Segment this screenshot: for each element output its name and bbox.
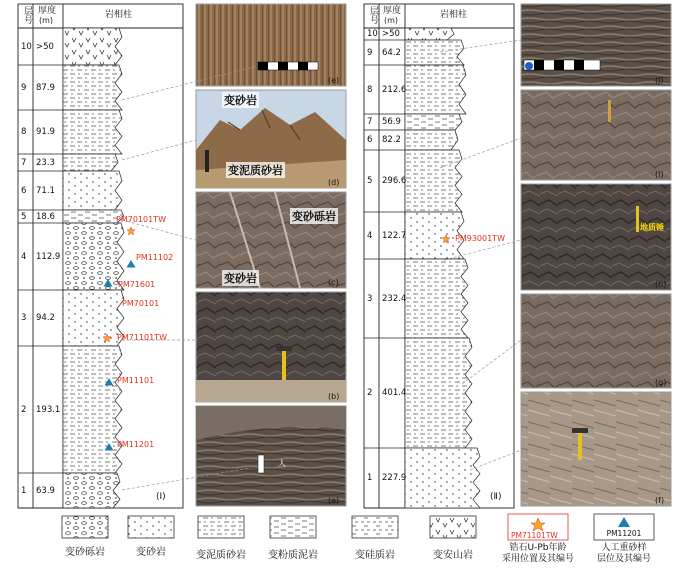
photo-label: (h) [655, 280, 667, 289]
section-2-label: (Ⅱ) [490, 492, 502, 502]
lithology-layer [63, 28, 122, 65]
legend-patterns [62, 514, 654, 540]
legend-item: 变安山岩 [433, 550, 473, 561]
layer-thickness: 122.7 [382, 230, 407, 241]
photo-a [196, 406, 346, 506]
section-2-column [364, 4, 514, 508]
layer-number: 6 [367, 135, 373, 145]
sample-label: PM71601 [118, 280, 156, 289]
lithology-layer [63, 290, 124, 346]
layer-thickness: 193.1 [36, 404, 61, 415]
photo-c [196, 192, 346, 288]
layer-thickness: >50 [36, 41, 54, 52]
lithology-layer [405, 338, 472, 448]
legend-item: 变砂岩 [136, 547, 166, 558]
column-header-1: 岩相柱 [105, 10, 133, 20]
lithology-layer [63, 210, 124, 223]
layer-header-2: 层号 [368, 6, 378, 24]
layer-number: 9 [367, 47, 373, 58]
layer-number: 3 [21, 313, 27, 323]
sample-label: PM11101 [117, 376, 155, 385]
layer-number: 2 [367, 388, 373, 398]
photo-label: (f) [655, 496, 665, 505]
photo-h [521, 184, 671, 290]
layer-thickness: 94.2 [36, 313, 55, 323]
layer-number: 6 [21, 185, 27, 196]
layer-number: 10 [367, 29, 378, 39]
legend-heavy-sample: PM11201 [606, 529, 642, 538]
photo-annotation: 变砂岩 [224, 272, 257, 285]
layer-number: 5 [21, 211, 27, 222]
layer-thickness: 82.2 [382, 135, 401, 145]
photo-label: (j) [655, 76, 664, 85]
layer-number: 4 [367, 230, 373, 241]
legend-zircon-sample: PM71101TW [511, 531, 558, 540]
layer-number: 9 [21, 82, 27, 93]
sample-label: PM11102 [136, 253, 174, 262]
photo-label: (e) [328, 76, 340, 85]
lithology-layer [405, 65, 466, 114]
layer-number: 7 [367, 117, 373, 127]
photo-i [521, 90, 671, 180]
photo-label: (b) [328, 392, 340, 401]
layer-number: 5 [367, 176, 373, 186]
lithology-layer [63, 65, 122, 110]
sample-label: PM70101 [122, 299, 160, 308]
layer-thickness: 212.6 [382, 84, 407, 95]
layer-number: 8 [21, 127, 27, 137]
photo-j [521, 4, 671, 86]
sample-label: PM93001TW [455, 234, 505, 243]
lithology-layer [405, 40, 464, 65]
layer-thickness: 401.4 [382, 388, 407, 398]
lithology-layer [63, 154, 118, 171]
lithology-layer [63, 171, 122, 210]
layer-number: 1 [21, 485, 27, 496]
lithology-layer [405, 28, 454, 40]
layer-number: 2 [21, 404, 27, 415]
photo-g [521, 294, 671, 388]
lithology-layer [405, 448, 480, 508]
lithology-layer [405, 130, 458, 150]
photo-label: (i) [655, 170, 664, 179]
legend-item: 变砂砾岩 [65, 547, 105, 558]
lithology-layer [405, 114, 462, 130]
layer-number: 4 [21, 251, 27, 262]
layer-thickness: 18.6 [36, 211, 55, 222]
legend-item: 变硅质岩 [355, 550, 395, 561]
legend-item: 变泥质砂岩 [196, 550, 246, 561]
sample-label: PM71101TW [117, 333, 167, 342]
layer-number: 1 [367, 473, 373, 483]
sample-label: PM11201 [117, 440, 155, 449]
photo-annotation: 变泥质砂岩 [228, 164, 283, 177]
sample-label: PM70101TW [116, 215, 166, 224]
photo-annotation: 变砂砾岩 [292, 210, 336, 223]
section-1-label: (Ⅰ) [156, 492, 166, 502]
layer-thickness: 232.4 [382, 293, 407, 304]
photo-f [521, 392, 671, 506]
layer-thickness: 64.2 [382, 47, 401, 58]
thickness-header-1: 厚度 [38, 6, 57, 16]
layer-thickness: 112.9 [36, 251, 61, 262]
photo-annotation: 人 [278, 459, 286, 468]
photo-label: (d) [328, 178, 340, 187]
layer-thickness: >50 [382, 29, 400, 39]
photo-label: (c) [328, 278, 339, 287]
legend-item: 变粉质泥岩 [268, 550, 318, 561]
photo-b [196, 292, 346, 402]
photo-label: (g) [655, 378, 667, 387]
layer-thickness: 296.6 [382, 176, 407, 186]
lithology-layer [63, 346, 122, 473]
lithology-layer [63, 223, 124, 290]
legend-heavy-label: 人工重砂样 层位及其编号 [596, 543, 651, 564]
layer-thickness: 63.9 [36, 485, 55, 496]
layer-thickness: 91.9 [36, 127, 55, 137]
lithology-layer [63, 473, 120, 508]
thickness-unit-2: (m) [384, 16, 399, 25]
layer-header-1: 层号 [22, 6, 32, 24]
layer-thickness: 23.3 [36, 157, 55, 168]
thickness-header-2: 厚度 [383, 6, 402, 16]
photo-e [196, 4, 346, 86]
layer-number: 3 [367, 293, 373, 304]
photo-annotation: 变砂岩 [224, 94, 257, 107]
photo-annotation: 地质锤 [640, 223, 664, 232]
layer-thickness: 87.9 [36, 82, 55, 93]
column-header-2: 岩相柱 [440, 10, 468, 20]
lithology-layer [405, 259, 468, 338]
layer-number: 10 [21, 41, 32, 52]
layer-thickness: 227.9 [382, 473, 407, 483]
layer-thickness: 71.1 [36, 185, 55, 196]
layer-thickness: 56.9 [382, 117, 401, 127]
layer-number: 8 [367, 84, 373, 95]
photo-label: (a) [328, 496, 340, 505]
legend-zircon-label: 锆石U-Pb年龄 采用位置及其编号 [501, 543, 574, 564]
thickness-unit-1: (m) [39, 16, 54, 25]
layer-number: 7 [21, 157, 27, 168]
lithology-layer [63, 110, 122, 154]
lithology-layer [405, 150, 462, 212]
